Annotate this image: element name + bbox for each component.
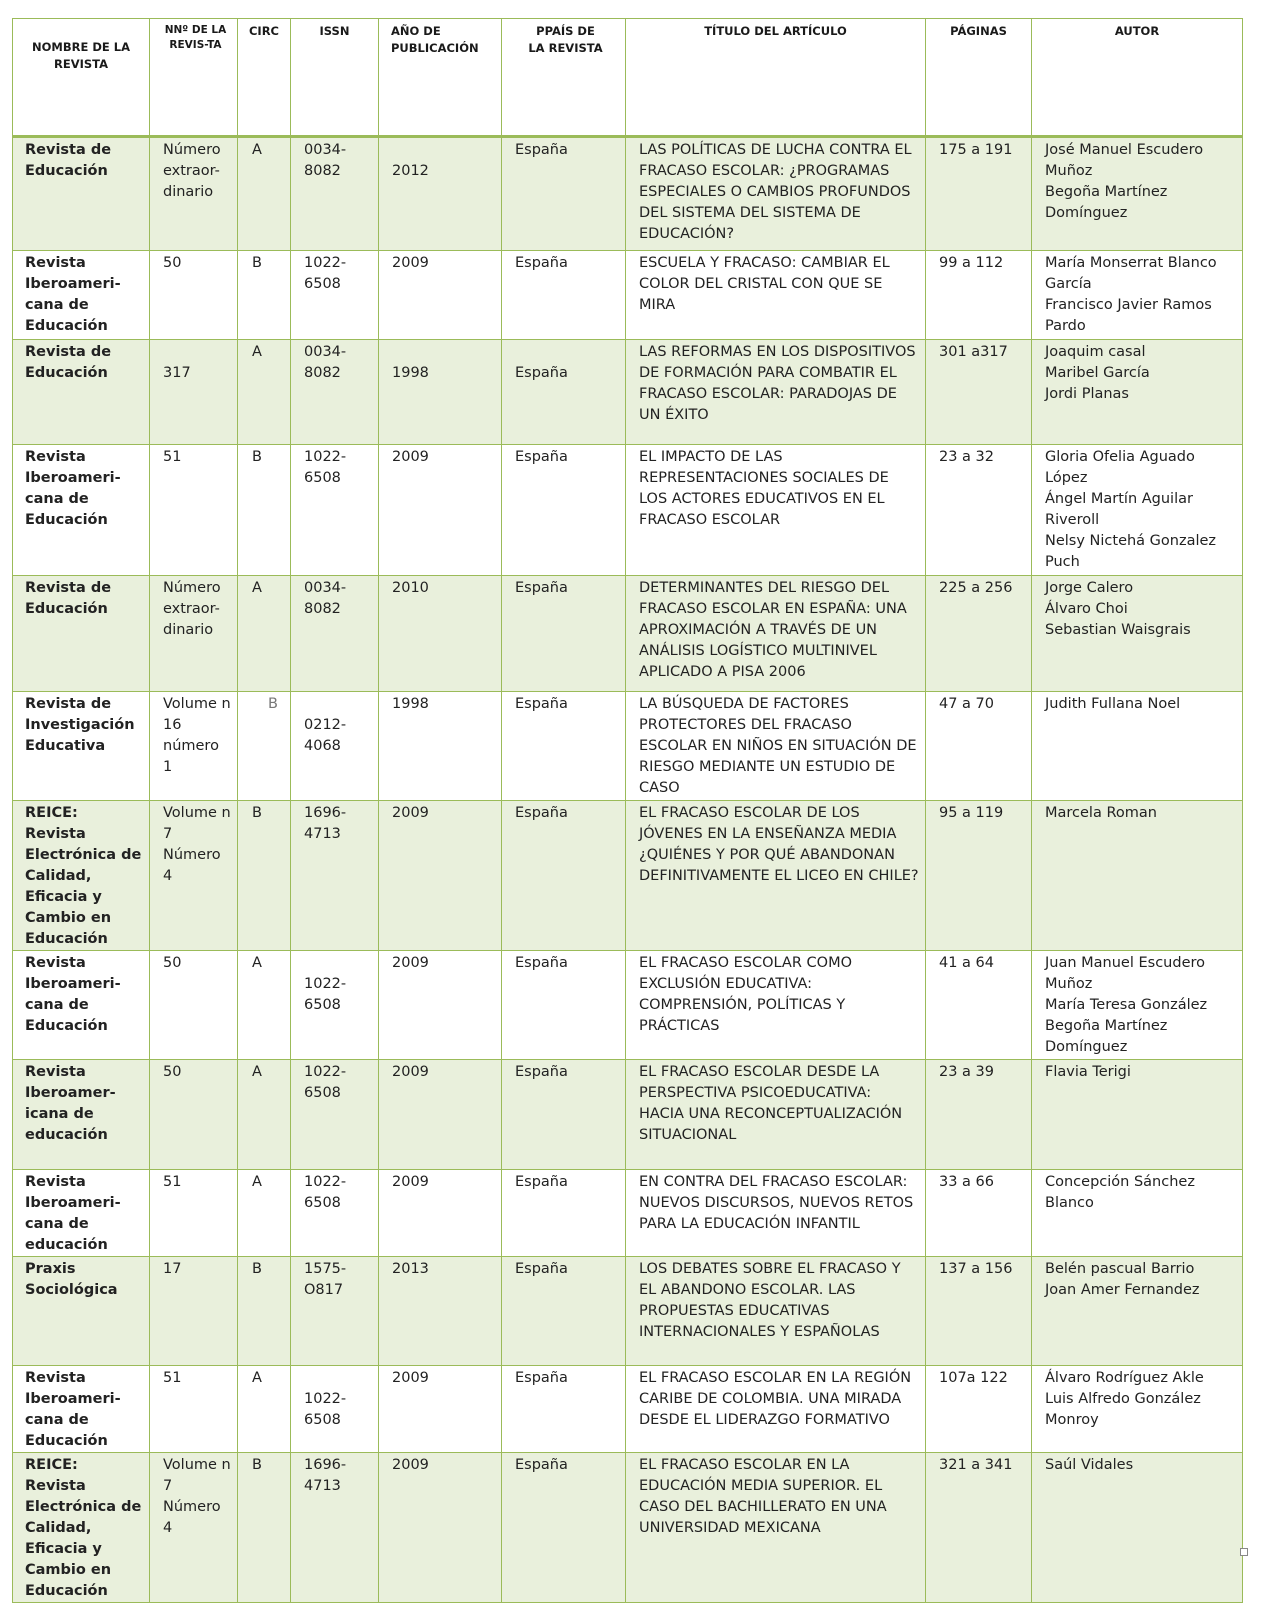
cell-numero: Volume n 7 Número 4 (150, 1453, 238, 1603)
author-name: Gloria Ofelia Aguado López (1045, 449, 1195, 486)
cell-titulo: EL FRACASO ESCOLAR EN LA EDUCACIÓN MEDIA SUPERIOR. EL CASO DEL BACHILLERATO EN UNA UNIVERSIDAD MEXICANA (626, 1453, 926, 1603)
cell-autor (1032, 1170, 1243, 1257)
cell-paginas: 23 a 39 (926, 1060, 1032, 1170)
cell-titulo: EL FRACASO ESCOLAR DE LOS JÓVENES EN LA ENSEÑANZA MEDIA ¿QUIÉNES Y POR QUÉ ABANDONAN DEFINITIVAMENTE EL LICEO EN CHILE? (626, 801, 926, 951)
cell-numero: 51 (150, 445, 238, 576)
cell-nombre: Praxis Sociológica (13, 1257, 150, 1366)
cell-pais: España (502, 801, 626, 951)
author-name: Álvaro Choi (1045, 601, 1128, 617)
cell-paginas: 107a 122 (926, 1366, 1032, 1453)
cell-circ: A (238, 137, 291, 251)
cell-issn: 1575-O817 (291, 1257, 379, 1366)
cell-nombre: Revista Iberoameri-cana de Educación (13, 1366, 150, 1453)
author-name: María Monserrat Blanco García (1045, 255, 1217, 292)
table-row (13, 251, 1243, 340)
cell-anio: 2009 (379, 1453, 502, 1603)
cell-paginas: 225 a 256 (926, 576, 1032, 692)
cell-numero: 317 (150, 340, 238, 445)
cell-paginas: 301 a317 (926, 340, 1032, 445)
header-autor: AUTOR (1032, 19, 1243, 137)
cell-autor (1032, 340, 1243, 445)
author-name: Jordi Planas (1045, 386, 1129, 402)
cell-pais: España (502, 951, 626, 1060)
cell-titulo: EL FRACASO ESCOLAR EN LA REGIÓN CARIBE DE COLOMBIA. UNA MIRADA DESDE EL LIDERAZGO FORMATIVO (626, 1366, 926, 1453)
cell-issn: 0212-4068 (291, 692, 379, 801)
header-anio: AÑO DE PUBLICACIÓN (379, 19, 502, 137)
cell-circ: A (238, 1170, 291, 1257)
cell-anio: 2009 (379, 445, 502, 576)
author-name: Nelsy Nictehá Gonzalez Puch (1045, 533, 1217, 570)
cell-paginas: 47 a 70 (926, 692, 1032, 801)
author-name: Belén pascual Barrio (1045, 1261, 1195, 1277)
cell-anio: 2009 (379, 251, 502, 340)
author-name: Saúl Vidales (1045, 1457, 1134, 1473)
cell-paginas: 41 a 64 (926, 951, 1032, 1060)
cell-autor (1032, 1257, 1243, 1366)
cell-autor (1032, 1366, 1243, 1453)
author-name: Joaquim casal (1045, 344, 1146, 360)
cell-nombre: Revista de Educación (13, 576, 150, 692)
header-pais: PPAÍS DE LA REVISTA (502, 19, 626, 137)
table-body (13, 137, 1243, 1603)
cell-nombre: Revista de Educación (13, 137, 150, 251)
cell-pais: España (502, 1060, 626, 1170)
cell-pais: España (502, 1257, 626, 1366)
author-name: Begoña Martínez Domínguez (1045, 1018, 1168, 1055)
cell-circ: A (238, 951, 291, 1060)
cell-paginas: 95 a 119 (926, 801, 1032, 951)
cell-numero: 50 (150, 1060, 238, 1170)
circ-value: B (268, 696, 278, 712)
author-name: Concepción Sánchez Blanco (1045, 1174, 1195, 1211)
cell-numero: 50 (150, 951, 238, 1060)
table-row (13, 1060, 1243, 1170)
cell-nombre: Revista Iberoameri-cana de educación (13, 1170, 150, 1257)
author-name: Joan Amer Fernandez (1045, 1282, 1200, 1298)
table-row (13, 1453, 1243, 1603)
table-row (13, 801, 1243, 951)
cell-nombre: Revista Iberoameri-cana de Educación (13, 445, 150, 576)
cell-numero: Número extraor-dinario (150, 576, 238, 692)
cell-issn: 1022-6508 (291, 1060, 379, 1170)
author-name: Francisco Javier Ramos Pardo (1045, 297, 1212, 334)
header-circ: CIRC (238, 19, 291, 137)
cell-nombre: Revista Iberoameri-cana de Educación (13, 251, 150, 340)
author-name: María Teresa González (1045, 997, 1208, 1013)
cell-anio: 1998 (379, 692, 502, 801)
cell-titulo: EN CONTRA DEL FRACASO ESCOLAR: NUEVOS DISCURSOS, NUEVOS RETOS PARA LA EDUCACIÓN INFANTIL (626, 1170, 926, 1257)
author-name: Sebastian Waisgrais (1045, 622, 1191, 638)
table-row (13, 1170, 1243, 1257)
cell-anio: 2010 (379, 576, 502, 692)
cell-pais: España (502, 576, 626, 692)
cell-nombre: REICE: Revista Electrónica de Calidad, Eficacia y Cambio en Educación (13, 1453, 150, 1603)
author-name: Judith Fullana Noel (1045, 696, 1181, 712)
table-row (13, 1366, 1243, 1453)
cell-issn: 1022-6508 (291, 951, 379, 1060)
cell-nombre (13, 1060, 150, 1170)
cell-pais: España (502, 137, 626, 251)
cell-titulo: LAS POLÍTICAS DE LUCHA CONTRA EL FRACASO ESCOLAR: ¿PROGRAMAS ESPECIALES O CAMBIOS PROFUNDOS DEL SISTEMA DEL SISTEMA DE EDUCACIÓN? (626, 137, 926, 251)
cell-issn: 1022-6508 (291, 1366, 379, 1453)
cell-autor (1032, 137, 1243, 251)
cell-circ (238, 692, 291, 801)
cell-pais: España (502, 340, 626, 445)
author-name: Marcela Roman (1045, 805, 1157, 821)
cell-anio: 2009 (379, 1170, 502, 1257)
cell-pais: España (502, 1453, 626, 1603)
header-nombre: NOMBRE DE LA REVISTA (13, 19, 150, 137)
author-name: Flavia Terigi (1045, 1064, 1131, 1080)
cell-paginas: 175 a 191 (926, 137, 1032, 251)
cell-paginas: 23 a 32 (926, 445, 1032, 576)
cell-pais: España (502, 445, 626, 576)
table-row (13, 340, 1243, 445)
cell-numero: Volume n 7 Número 4 (150, 801, 238, 951)
table-row (13, 692, 1243, 801)
cell-issn: 1696-4713 (291, 1453, 379, 1603)
cell-circ: B (238, 251, 291, 340)
cell-pais: España (502, 1366, 626, 1453)
cell-paginas: 33 a 66 (926, 1170, 1032, 1257)
cell-numero: Volume n 16 número 1 (150, 692, 238, 801)
table-resize-handle[interactable] (1240, 1548, 1248, 1556)
table-row (13, 951, 1243, 1060)
cell-circ: A (238, 1060, 291, 1170)
author-name: Ángel Martín Aguilar Riveroll (1045, 491, 1193, 528)
cell-circ: B (238, 1257, 291, 1366)
cell-anio: 1998 (379, 340, 502, 445)
cell-circ: B (238, 801, 291, 951)
cell-issn: 1022-6508 (291, 1170, 379, 1257)
author-name: Luis Alfredo González Monroy (1045, 1391, 1201, 1428)
author-name: Maribel García (1045, 365, 1150, 381)
cell-autor (1032, 1453, 1243, 1603)
cell-autor (1032, 692, 1243, 801)
cell-autor (1032, 1060, 1243, 1170)
cell-autor (1032, 951, 1243, 1060)
cell-titulo: LAS REFORMAS EN LOS DISPOSITIVOS DE FORMACIÓN PARA COMBATIR EL FRACASO ESCOLAR: PARADOJAS DE UN ÉXITO (626, 340, 926, 445)
header-row (13, 19, 1243, 137)
cell-anio: 2009 (379, 1060, 502, 1170)
cell-pais: España (502, 1170, 626, 1257)
table-row (13, 576, 1243, 692)
cell-numero: 51 (150, 1170, 238, 1257)
cell-anio: 2012 (379, 137, 502, 251)
cell-nombre: Revista Iberoameri-cana de Educación (13, 951, 150, 1060)
table-row (13, 445, 1243, 576)
cell-numero: 51 (150, 1366, 238, 1453)
cell-circ: A (238, 1366, 291, 1453)
cell-anio: 2009 (379, 801, 502, 951)
cell-titulo: LOS DEBATES SOBRE EL FRACASO Y EL ABANDONO ESCOLAR. LAS PROPUESTAS EDUCATIVAS INTERNACIONALES Y ESPAÑOLAS (626, 1257, 926, 1366)
header-paginas: PÁGINAS (926, 19, 1032, 137)
cell-circ: A (238, 340, 291, 445)
cell-paginas: 99 a 112 (926, 251, 1032, 340)
cell-nombre: REICE: Revista Electrónica de Calidad, Eficacia y Cambio en Educación (13, 801, 150, 951)
cell-titulo: EL FRACASO ESCOLAR DESDE LA PERSPECTIVA PSICOEDUCATIVA: HACIA UNA RECONCEPTUALIZACIÓN SITUACIONAL (626, 1060, 926, 1170)
cell-anio: 2013 (379, 1257, 502, 1366)
cell-circ: B (238, 1453, 291, 1603)
cell-issn: 0034-8082 (291, 137, 379, 251)
author-name: Jorge Calero (1045, 580, 1134, 596)
cell-anio: 2009 (379, 951, 502, 1060)
table-row (13, 137, 1243, 251)
cell-nombre: Revista de Investigación Educativa (13, 692, 150, 801)
header-issn: ISSN (291, 19, 379, 137)
author-name: Begoña Martínez Domínguez (1045, 184, 1168, 221)
cell-titulo: ESCUELA Y FRACASO: CAMBIAR EL COLOR DEL CRISTAL CON QUE SE MIRA (626, 251, 926, 340)
cell-autor (1032, 251, 1243, 340)
cell-numero: 17 (150, 1257, 238, 1366)
cell-titulo: LA BÚSQUEDA DE FACTORES PROTECTORES DEL FRACASO ESCOLAR EN NIÑOS EN SITUACIÓN DE RIESGO MEDIANTE UN ESTUDIO DE CASO (626, 692, 926, 801)
header-titulo: TÍTULO DEL ARTÍCULO (626, 19, 926, 137)
author-name: José Manuel Escudero Muñoz (1045, 142, 1204, 179)
cell-titulo: EL FRACASO ESCOLAR COMO EXCLUSIÓN EDUCATIVA: COMPRENSIÓN, POLÍTICAS Y PRÁCTICAS (626, 951, 926, 1060)
cell-numero: Número extraor-dinario (150, 137, 238, 251)
author-name: Álvaro Rodríguez Akle (1045, 1370, 1204, 1386)
cell-pais: España (502, 251, 626, 340)
cell-nombre: Revista de Educación (13, 340, 150, 445)
journal-articles-table (12, 18, 1243, 1603)
cell-issn: 1022-6508 (291, 251, 379, 340)
cell-issn: 0034-8082 (291, 340, 379, 445)
header-numero: NNº DE LA REVIS-TA (150, 19, 238, 137)
cell-paginas: 321 a 341 (926, 1453, 1032, 1603)
cell-titulo: DETERMINANTES DEL RIESGO DEL FRACASO ESCOLAR EN ESPAÑA: UNA APROXIMACIÓN A TRAVÉS DE UN ANÁLISIS LOGÍSTICO MULTINIVEL APLICADO A PISA 2006 (626, 576, 926, 692)
cell-circ: A (238, 576, 291, 692)
cell-autor (1032, 801, 1243, 951)
cell-issn: 1696-4713 (291, 801, 379, 951)
cell-numero: 50 (150, 251, 238, 340)
cell-pais: España (502, 692, 626, 801)
journal-name: Revista Iberoamer-icana de educación (25, 1064, 116, 1143)
author-name: Juan Manuel Escudero Muñoz (1045, 955, 1206, 992)
table-row (13, 1257, 1243, 1366)
cell-issn: 0034-8082 (291, 576, 379, 692)
cell-issn: 1022-6508 (291, 445, 379, 576)
cell-anio: 2009 (379, 1366, 502, 1453)
cell-autor (1032, 445, 1243, 576)
cell-paginas: 137 a 156 (926, 1257, 1032, 1366)
cell-circ: B (238, 445, 291, 576)
cell-autor (1032, 576, 1243, 692)
cell-titulo: EL IMPACTO DE LAS REPRESENTACIONES SOCIALES DE LOS ACTORES EDUCATIVOS EN EL FRACASO ESCOLAR (626, 445, 926, 576)
